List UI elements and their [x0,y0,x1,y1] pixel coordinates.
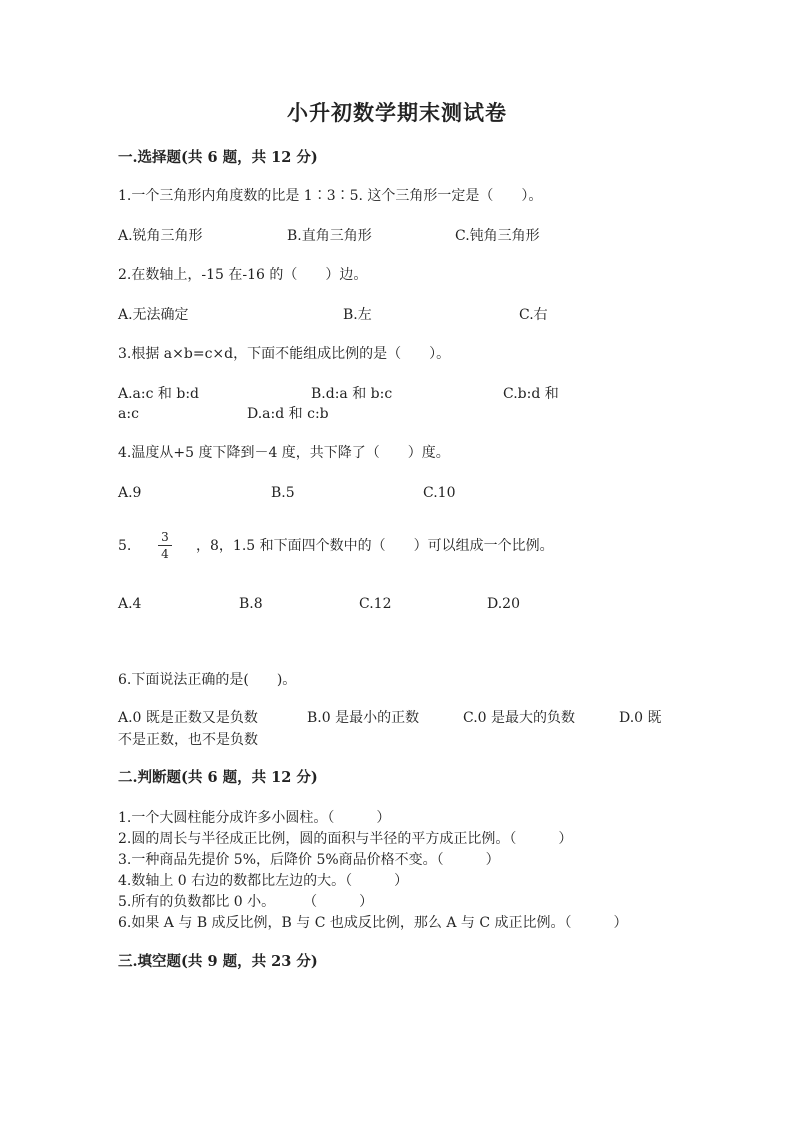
question-stem: 2.在数轴上，-15 在-16 的（ ）边。 [118,267,368,283]
question-stem: 3.根据 a×b=c×d，下面不能组成比例的是（ ）。 [118,346,451,362]
section-heading-judgment: 二.判断题(共 6 题，共 12 分) [118,769,318,786]
option-d-continued: 不是正数，也不是负数 [118,732,258,748]
judgment-item: 4.数轴上 0 右边的数都比左边的大。（ ） [118,873,409,889]
option-a: A.无法确定 [118,307,189,323]
option-c: C.右 [519,307,548,323]
option-c: C.10 [423,485,456,501]
section-heading-choice: 一.选择题(共 6 题，共 12 分) [118,149,318,166]
option-b: B.0 是最小的正数 [307,710,420,726]
option-a: A.锐角三角形 [118,228,203,244]
question-stem: 6.下面说法正确的是( )。 [118,672,297,688]
page-title: 小升初数学期末测试卷 [287,100,507,125]
option-b: B.5 [271,485,295,501]
option-a: A.4 [118,596,142,612]
option-b: B.直角三角形 [287,228,372,244]
fraction-denominator: 4 [161,547,169,561]
option-d: D.a:d 和 c:b [247,406,329,422]
judgment-item: 5.所有的负数都比 0 小。 （ ） [118,894,374,910]
option-c: C.钝角三角形 [455,228,540,244]
option-a: A.9 [118,485,142,501]
fraction-bar [158,545,172,546]
option-b: B.8 [239,596,263,612]
question-number: 5. [118,538,132,554]
option-c: C.12 [359,596,392,612]
question-stem-rest: ，8，1.5 和下面四个数中的（ ）可以组成一个比例。 [196,538,554,554]
fraction-numerator: 3 [161,530,169,544]
fraction [158,530,172,561]
question-stem: 4.温度从+5 度下降到－4 度，共下降了（ ）度。 [118,445,450,461]
option-d: D.20 [487,596,520,612]
question-stem: 1.一个三角形内角度数的比是 1∶3∶5. 这个三角形一定是（ ）。 [118,188,543,204]
judgment-item: 2.圆的周长与半径成正比例，圆的面积与半径的平方成正比例。（ ） [118,831,573,847]
option-b: B.d:a 和 b:c [311,386,393,402]
option-c-continued: a:c [118,406,139,422]
judgment-item: 6.如果 A 与 B 成反比例，B 与 C 也成反比例，那么 A 与 C 成正比例。（ ） [118,915,628,931]
judgment-item: 3.一种商品先提价 5%，后降价 5%商品价格不变。（ ） [118,852,500,868]
option-b: B.左 [343,307,372,323]
section-heading-fill: 三.填空题(共 9 题，共 23 分) [118,953,318,970]
option-a: A.0 既是正数又是负数 [118,710,258,726]
option-a: A.a:c 和 b:d [118,386,200,402]
option-c: C.b:d 和 [503,386,559,402]
judgment-item: 1.一个大圆柱能分成许多小圆柱。（ ） [118,810,391,826]
option-c: C.0 是最大的负数 [463,710,576,726]
option-d: D.0 既 [619,710,662,726]
